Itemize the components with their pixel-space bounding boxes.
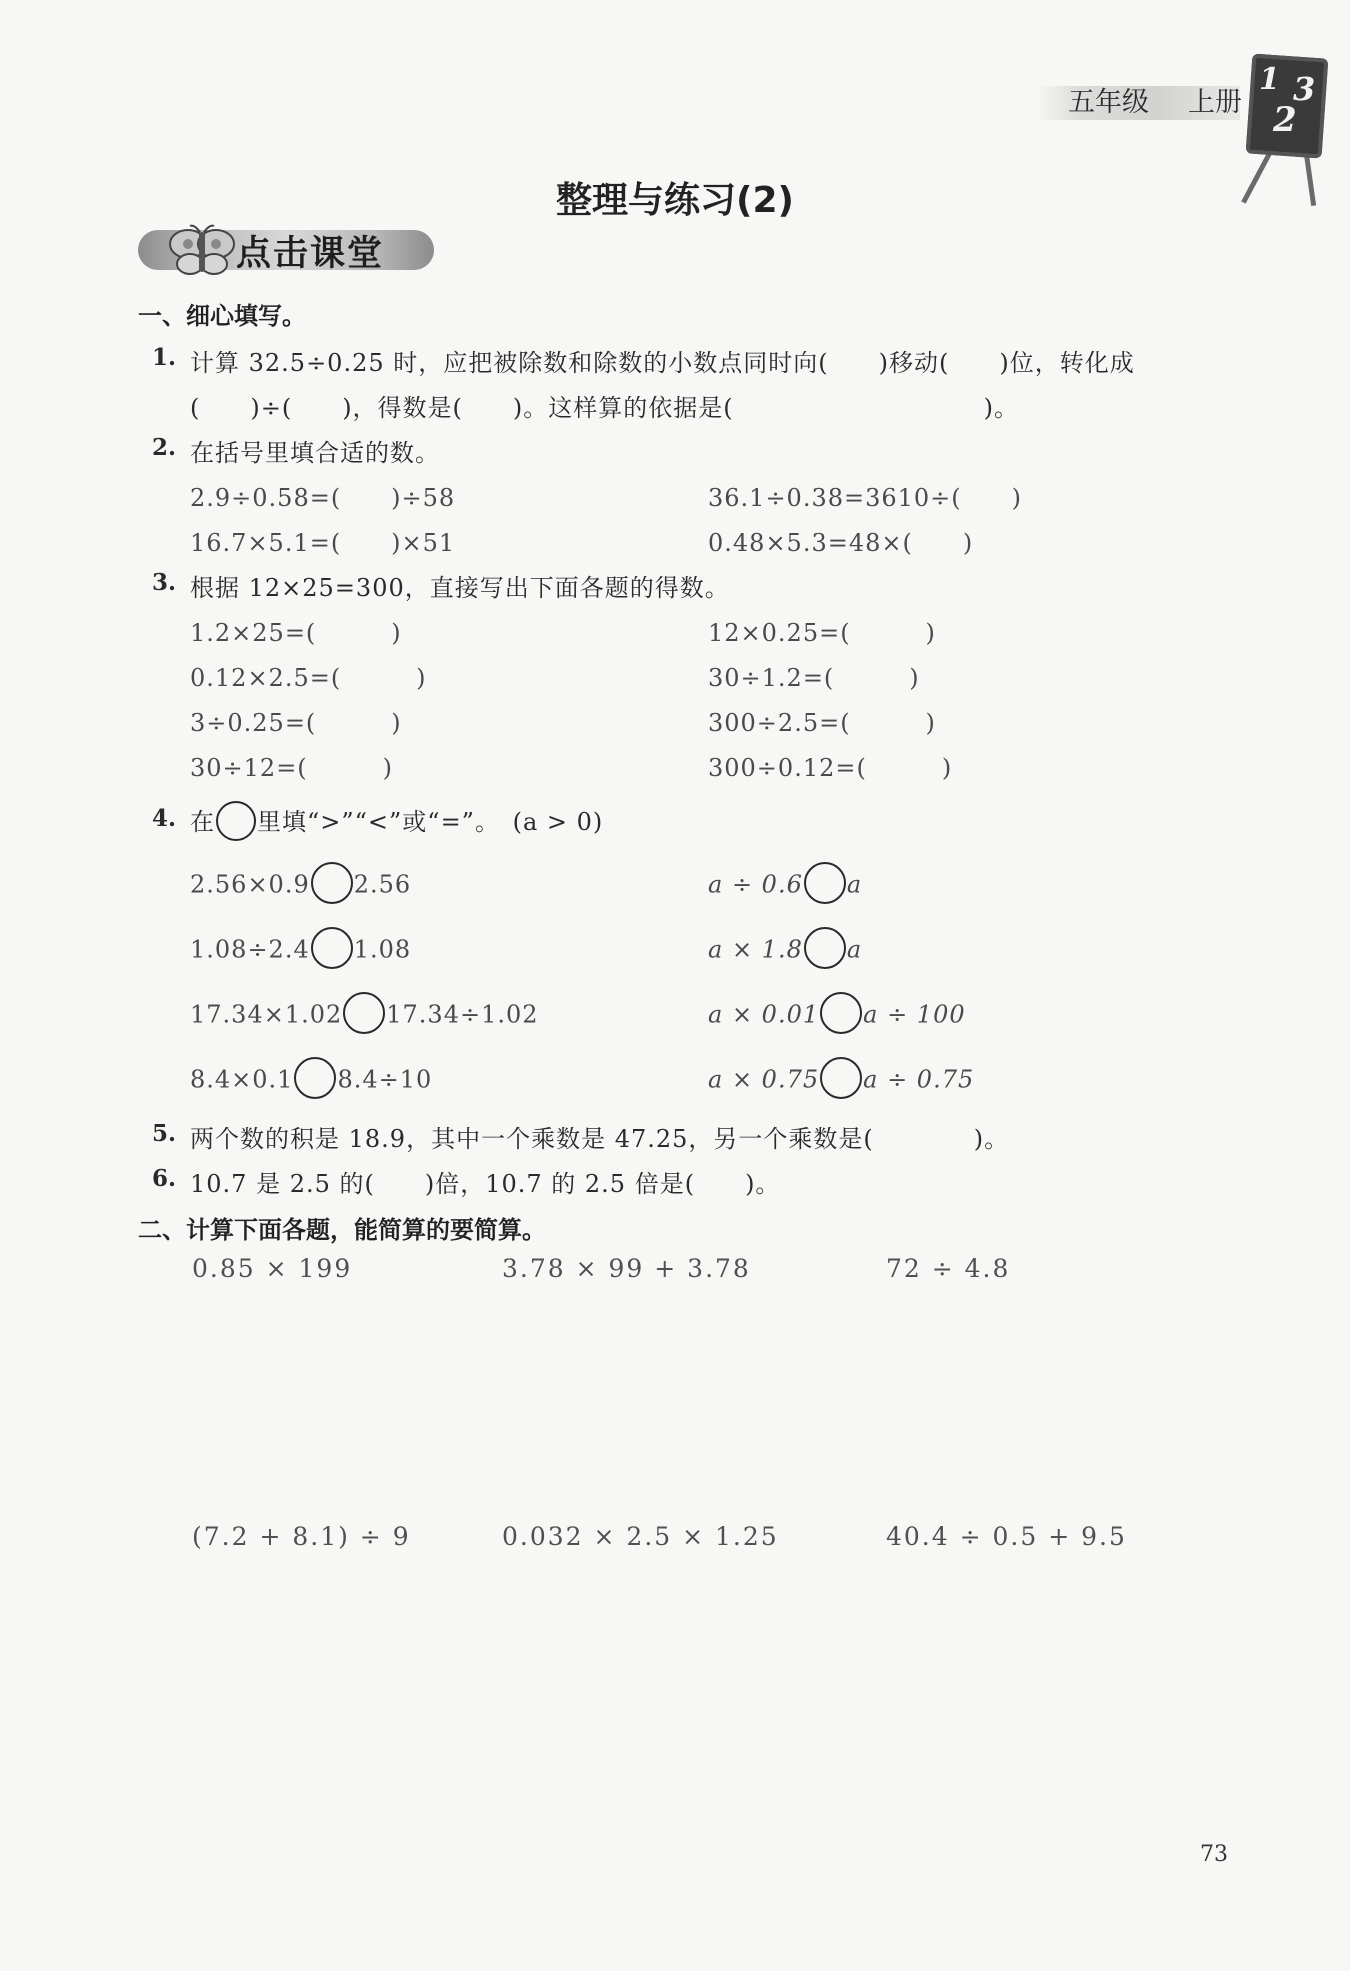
question-number: 4. xyxy=(152,805,177,832)
equation: 36.1÷0.38=3610÷( ) xyxy=(708,484,1023,512)
blank-circle[interactable] xyxy=(804,862,846,904)
page-number: 73 xyxy=(1200,1842,1228,1867)
board-digit: 1 xyxy=(1259,62,1280,97)
comparison: a × 0.01 a ÷ 100 xyxy=(708,998,966,1034)
blank-circle[interactable] xyxy=(311,862,353,904)
volume-label: 上册 xyxy=(1188,87,1242,118)
section-heading: 一、细心填写。 xyxy=(138,302,306,330)
equation: 300÷2.5=( ) xyxy=(708,709,936,737)
comparison: a ÷ 0.6 a xyxy=(708,868,862,904)
calc-problem: 0.032 × 2.5 × 1.25 xyxy=(502,1522,779,1551)
comparison: 1.08÷2.4 1.08 xyxy=(190,933,411,969)
board-digit: 3 xyxy=(1293,70,1316,108)
calc-problem: (7.2 + 8.1) ÷ 9 xyxy=(192,1522,411,1551)
question-number: 5. xyxy=(152,1120,177,1147)
blank-circle[interactable] xyxy=(311,927,353,969)
question-text: 根据 12×25=300，直接写出下面各题的得数。 xyxy=(190,574,730,602)
butterfly-icon xyxy=(166,224,238,280)
calc-problem: 72 ÷ 4.8 xyxy=(886,1254,1011,1283)
question-text: ( )÷( )，得数是( )。这样算的依据是( )。 xyxy=(190,394,1020,422)
blank-circle[interactable] xyxy=(820,1057,862,1099)
equation: 1.2×25=( ) xyxy=(190,619,402,647)
equation: 3÷0.25=( ) xyxy=(190,709,402,737)
calc-problem: 40.4 ÷ 0.5 + 9.5 xyxy=(886,1522,1127,1551)
comparison: a × 0.75 a ÷ 0.75 xyxy=(708,1063,974,1099)
question-number: 1. xyxy=(152,344,177,371)
equation: 2.9÷0.58=( )÷58 xyxy=(190,484,456,512)
equation: 30÷12=( ) xyxy=(190,754,394,782)
blank-circle[interactable] xyxy=(804,927,846,969)
condition: (a > 0) xyxy=(512,808,604,836)
question-number: 6. xyxy=(152,1165,177,1192)
page-title: 整理与练习(2) xyxy=(556,180,794,221)
blank-circle[interactable] xyxy=(343,992,385,1034)
section-banner xyxy=(138,224,438,278)
question-text: 10.7 是 2.5 的( )倍，10.7 的 2.5 倍是( )。 xyxy=(190,1170,781,1198)
question-text: 两个数的积是 18.9，其中一个乘数是 47.25，另一个乘数是( )。 xyxy=(190,1125,1010,1153)
section-heading: 二、计算下面各题，能简算的要简算。 xyxy=(138,1216,546,1244)
question-text: 计算 32.5÷0.25 时，应把被除数和除数的小数点同时向( )移动( )位，转化成 xyxy=(190,349,1135,377)
blank-circle[interactable] xyxy=(216,801,256,841)
question-number: 2. xyxy=(152,434,177,461)
question-text: 在 里填“>”“<”或“=”。 (a > 0) xyxy=(190,802,603,841)
equation: 0.48×5.3=48×( ) xyxy=(708,529,974,557)
comparison: a × 1.8 a xyxy=(708,933,862,969)
board-digit: 2 xyxy=(1273,100,1297,140)
calc-problem: 3.78 × 99 + 3.78 xyxy=(502,1254,751,1283)
comparison: 8.4×0.1 8.4÷10 xyxy=(190,1063,432,1099)
question-text: 在括号里填合适的数。 xyxy=(190,439,440,467)
question-number: 3. xyxy=(152,569,177,596)
blank-circle[interactable] xyxy=(294,1057,336,1099)
comparison: 17.34×1.02 17.34÷1.02 xyxy=(190,998,539,1034)
equation: 30÷1.2=( ) xyxy=(708,664,920,692)
calc-problem: 0.85 × 199 xyxy=(192,1254,353,1283)
equation: 0.12×2.5=( ) xyxy=(190,664,427,692)
equation: 12×0.25=( ) xyxy=(708,619,936,647)
equation: 16.7×5.1=( )×51 xyxy=(190,529,456,557)
equation: 300÷0.12=( ) xyxy=(708,754,953,782)
blank-circle[interactable] xyxy=(820,992,862,1034)
banner-title: 点击课堂 xyxy=(236,234,385,274)
comparison: 2.56×0.9 2.56 xyxy=(190,868,411,904)
grade-label: 五年级 xyxy=(1068,87,1149,118)
